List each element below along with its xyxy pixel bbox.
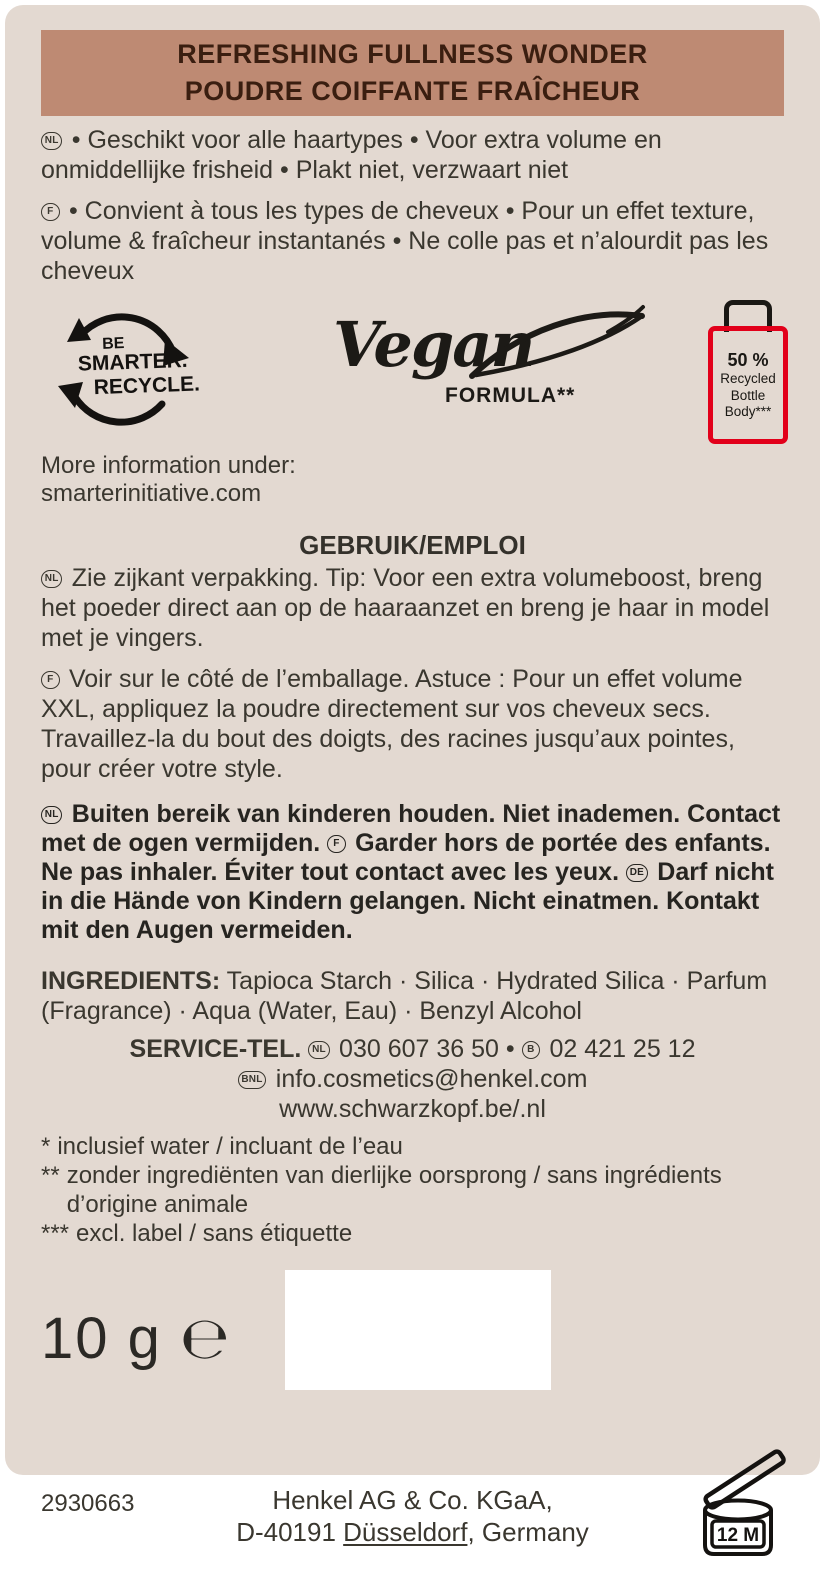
- pao-12m-icon: [686, 1444, 792, 1571]
- lang-badge-de: DE: [626, 864, 648, 883]
- product-title-banner: [41, 30, 784, 116]
- service-website-line: www.schwarzkopf.be/.nl: [279, 1095, 546, 1123]
- intro-text-nl: NL • Geschikt voor alle haartypes • Voor extra volume en onmiddellijke frisheid • Plakt niet, verzwaart niet: [41, 126, 662, 184]
- service-tel-line: SERVICE-TEL. NL 030 607 36 50 • B 02 421 25 12: [129, 1035, 696, 1063]
- footer-row: [41, 1444, 784, 1574]
- vegan-formula-icon: [333, 308, 643, 428]
- estimated-sign: ℮: [180, 1304, 232, 1372]
- lang-badge-nl: NL: [41, 806, 62, 825]
- usage-heading: GEBRUIK/EMPLOI: [299, 530, 526, 560]
- intro-text-fr: F • Convient à tous les types de cheveux • Pour un effet texture, volume & fraîcheur instantanés • Ne colle pas et n’alourdit pas les cheveux: [41, 197, 769, 285]
- product-title-fr: POUDRE COIFFANTE FRAÎCHEUR: [184, 76, 641, 106]
- lang-badge-f: F: [41, 671, 60, 690]
- manufacturer-name: Henkel AG & Co. KGaA,: [272, 1485, 553, 1515]
- footnotes-block: [41, 1132, 784, 1248]
- product-code: 2930663: [41, 1490, 135, 1517]
- vegan-leaf-icon: [468, 304, 646, 389]
- footnote-water: * inclusief water / incluant de l’eau: [41, 1133, 403, 1160]
- vegan-formula-label: FORMULA**: [445, 384, 576, 407]
- recycled-bottle-icon: [706, 300, 790, 446]
- bottle-percent-label: 50 %: [727, 350, 769, 371]
- manufacturer-address: [41, 1484, 784, 1548]
- manufacturer-city: D-40191 Düsseldorf, Germany: [236, 1517, 589, 1547]
- usage-text-nl: NL Zie zijkant verpakking. Tip: Voor een extra volumeboost, breng het poeder direct aan op de haaraanzet en breng je haar in model met je vingers.: [41, 564, 770, 652]
- more-info-text: More information under: smarterinitiative.com: [41, 452, 784, 508]
- product-title-en: REFRESHING FULLNESS WONDER: [177, 39, 648, 69]
- product-label-back: [5, 5, 820, 1547]
- lang-badge-nl: NL: [41, 132, 62, 151]
- lang-badge-f: F: [41, 203, 60, 222]
- footnote-label: *** excl. label / sans étiquette: [41, 1220, 353, 1247]
- lang-badge-bnl: BNL: [238, 1071, 267, 1090]
- lang-badge-f: F: [327, 835, 346, 854]
- bottle-body-shape: 50 % Recycled Bottle Body***: [708, 326, 788, 444]
- svg-text:BE: BE: [101, 335, 125, 353]
- smarter-initiative-url: smarterinitiative.com: [41, 480, 262, 507]
- net-weight-row: [41, 1270, 784, 1396]
- usage-text-fr: F Voir sur le côté de l’emballage. Astuce : Pour un effet volume XXL, appliquez la poudre directement sur vos cheveux secs. Travaillez-la du bout des doigts, des racines jusqu’aux pointes, pour créer votre style.: [41, 665, 743, 783]
- lang-badge-nl: NL: [308, 1041, 329, 1060]
- service-contact-block: [41, 1034, 784, 1124]
- blank-barcode-area: [285, 1270, 551, 1390]
- certification-icons-row: [41, 306, 784, 446]
- service-email-line: BNL info.cosmetics@henkel.com: [41, 1064, 784, 1094]
- pao-12m-label: 12 M: [716, 1525, 760, 1546]
- warning-text: NL Buiten bereik van kinderen houden. Niet inademen. Contact met de ogen vermijden. F Garder hors de portée des enfants. Ne pas inhaler. Éviter tout contact avec les yeux. DE Darf nicht in die Hände von Kindern gelangen. Nicht einatmen. Kontakt mit den Augen vermeiden.: [41, 800, 781, 944]
- net-weight-value: 10 g ℮: [41, 1304, 232, 1372]
- lang-badge-nl: NL: [41, 570, 62, 589]
- vegan-word: Vegan: [333, 308, 534, 381]
- footnote-animal-origin: ** zonder ingrediënten van dierlijke oorsprong / sans ingrédients d’origine animale: [41, 1162, 722, 1218]
- be-smarter-recycle-icon: [41, 306, 221, 449]
- ingredients-text: INGREDIENTS: Tapioca Starch · Silica · Hydrated Silica · Parfum (Fragrance) · Aqua (Water, Eau) · Benzyl Alcohol: [41, 967, 768, 1025]
- lang-badge-b: B: [522, 1041, 541, 1060]
- svg-text:RECYCLE.: RECYCLE.: [93, 372, 201, 400]
- svg-text:SMARTER.: SMARTER.: [77, 348, 188, 376]
